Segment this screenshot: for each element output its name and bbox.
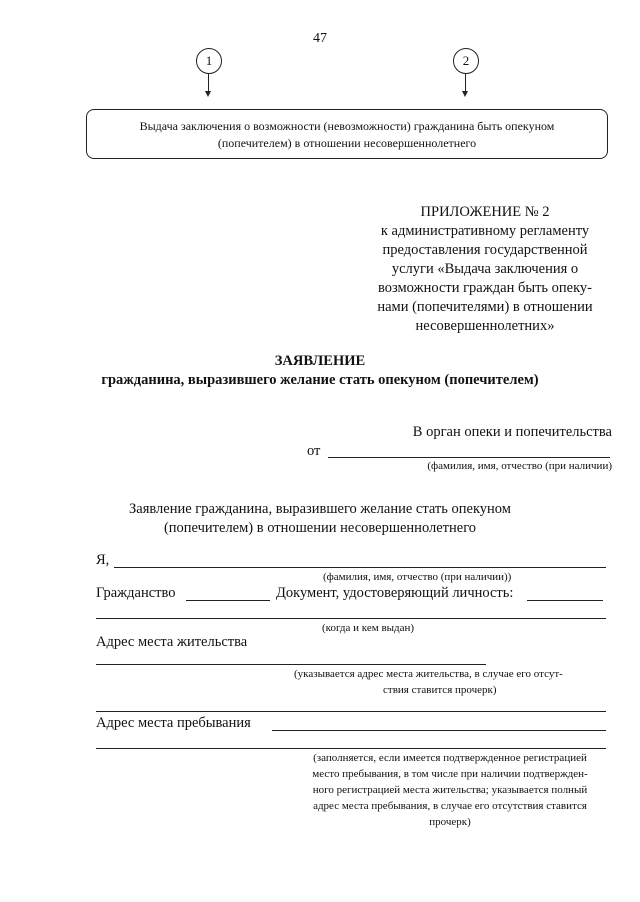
flow-marker-1: 1	[196, 48, 222, 74]
arrow-down-icon	[462, 91, 468, 97]
stay-label: Адрес места пребывания	[96, 715, 251, 731]
residence-field[interactable]	[96, 664, 486, 665]
stay-field[interactable]	[272, 730, 606, 731]
statement-title: ЗАЯВЛЕНИЕ	[274, 353, 366, 369]
residence-label: Адрес места жительства	[96, 634, 248, 650]
stay-hint-line: ного регистрацией места жительства; указывается полный	[312, 784, 588, 796]
appendix-line: несовершеннолетних»	[415, 318, 555, 334]
flow-marker-2: 2	[453, 48, 479, 74]
i-label: Я,	[96, 552, 110, 568]
appendix-line: услуги «Выдача заключения о	[391, 261, 579, 277]
stay-hint-line: (заполняется, если имеется подтвержденное регистрацией	[313, 752, 587, 764]
appendix-line: возможности граждан быть опеку-	[377, 280, 593, 296]
stay-hint-line: адрес места пребывания, в случае его отсутствия ставится	[313, 800, 587, 812]
addressee: В орган опеки и попечительства	[412, 424, 612, 440]
id-document-label: Документ, удостоверяющий личность:	[276, 585, 514, 601]
statement-body-line-2: (попечителем) в отношении несовершеннолетнего	[163, 520, 477, 536]
stay-hint	[290, 750, 610, 830]
appendix-heading: ПРИЛОЖЕНИЕ № 2	[420, 204, 550, 220]
appendix-line: нами (попечителями) в отношении	[377, 299, 593, 315]
residence-hint-1: (указывается адрес места жительства, в случае его отсут-	[294, 668, 563, 680]
applicant-name-field[interactable]	[114, 567, 606, 568]
appendix-block	[350, 203, 620, 336]
id-document-issued-field[interactable]	[96, 618, 606, 619]
residence-hint-2: ствия ставится прочерк)	[383, 684, 497, 696]
citizenship-label: Гражданство	[96, 585, 176, 601]
flow-box-line-2: (попечителем) в отношении несовершеннолетнего	[217, 136, 477, 150]
flow-box-line-1: Выдача заключения о возможности (невозможности) гражданина быть опекуном	[139, 119, 555, 133]
stay-extra-field[interactable]	[96, 748, 606, 749]
from-hint: (фамилия, имя, отчество (при наличии)	[427, 460, 612, 472]
statement-body-line-1: Заявление гражданина, выразившего желание стать опекуном	[129, 501, 511, 517]
issued-hint: (когда и кем выдан)	[322, 622, 415, 634]
stay-hint-line: место пребывания, в том числе при наличии подтвержден-	[312, 768, 588, 780]
appendix-line: к административному регламенту	[380, 223, 590, 239]
flow-connector-1	[208, 73, 209, 91]
from-label: от	[307, 443, 321, 459]
id-document-field[interactable]	[527, 600, 603, 601]
stay-hint-line: прочерк)	[429, 816, 471, 828]
appendix-line: предоставления государственной	[382, 242, 588, 258]
from-name-field[interactable]	[328, 457, 610, 458]
citizenship-field[interactable]	[186, 600, 270, 601]
page-number: 47	[313, 31, 327, 46]
arrow-down-icon	[205, 91, 211, 97]
flow-connector-2	[465, 73, 466, 91]
i-hint: (фамилия, имя, отчество (при наличии))	[323, 571, 512, 583]
statement-subtitle: гражданина, выразившего желание стать опекуном (попечителем)	[101, 372, 539, 388]
flow-box	[86, 109, 608, 159]
residence-extra-field[interactable]	[96, 711, 606, 712]
